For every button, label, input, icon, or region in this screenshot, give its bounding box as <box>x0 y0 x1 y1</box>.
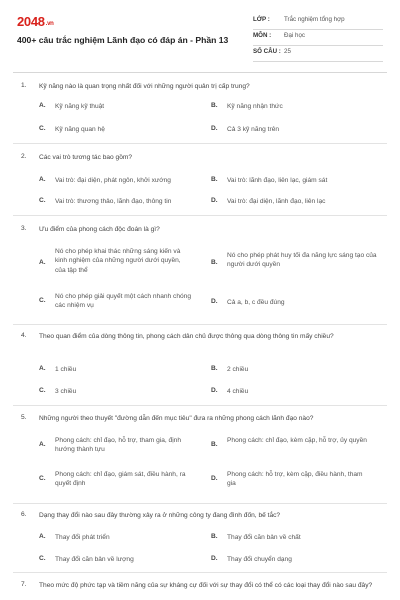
option-text: 1 chiều <box>55 366 77 373</box>
option-text: Vai trò: đại diện, phát ngôn, khởi xướng <box>55 177 171 184</box>
option-letter: A. <box>39 259 46 266</box>
option-text: Kỹ năng nhận thức <box>227 103 283 110</box>
option-text: Cả a, b, c đều đúng <box>227 299 285 306</box>
question-number: 5. <box>21 414 27 421</box>
meta-label: MÔN : <box>253 32 272 39</box>
option-text: 3 chiều <box>55 388 77 395</box>
site-logo[interactable] <box>17 14 54 29</box>
question-number: 7. <box>21 581 27 588</box>
option-letter: C. <box>39 555 46 562</box>
meta-row-class <box>253 14 383 30</box>
option-letter: C. <box>39 297 46 304</box>
option-letter: B. <box>211 533 218 540</box>
option-letter: D. <box>211 387 218 394</box>
question-text: Theo mức độ phức tạp và tiềm năng của sự kháng cự đối với sự thay đổi có thể có các loại thay đổi nào sau đây? <box>39 582 373 589</box>
question-text: Các vai trò tương tác bao gồm? <box>39 154 133 161</box>
option-text: Phong cách: chỉ đạo, giám sát, điều hành, ra quyết định <box>55 471 186 488</box>
option-text: Thay đổi căn bản về lượng <box>55 556 134 563</box>
option-text: 2 chiều <box>227 366 249 373</box>
question-number: 1. <box>21 82 27 89</box>
logo-suffix: .vn <box>45 21 54 27</box>
option-letter: A. <box>39 102 46 109</box>
option-letter: C. <box>39 387 46 394</box>
option-text: Vai trò: lãnh đạo, liên lạc, giám sát <box>227 177 328 184</box>
option-text: Nó cho phép khai thác những sáng kiến và kinh nghiệm của những người dưới quyền, của tập thể <box>55 248 181 274</box>
meta-label: SỐ CÂU : <box>253 48 281 55</box>
meta-info <box>253 14 383 62</box>
option-text: Nó cho phép phát huy tối đa năng lực sáng tạo của người dưới quyền <box>227 252 377 269</box>
question-divider <box>13 405 387 406</box>
question-text: Kỹ năng nào là quan trọng nhất đối với những người quản trị cấp trung? <box>39 83 250 90</box>
option-letter: A. <box>39 533 46 540</box>
meta-value: 25 <box>284 48 291 55</box>
question-divider <box>13 143 387 144</box>
question-number: 6. <box>21 511 27 518</box>
option-letter: B. <box>211 102 218 109</box>
option-text: Vai trò: thương thảo, lãnh đạo, thông tin <box>55 198 172 205</box>
option-text: Cả 3 kỹ năng trên <box>227 126 280 133</box>
question-divider <box>13 215 387 216</box>
option-text: Nó cho phép giải quyết một cách nhanh chóng các nhiệm vụ <box>55 293 191 310</box>
option-text: Vai trò: đại diện, lãnh đạo, liên lạc <box>227 198 326 205</box>
question-text: Dạng thay đổi nào sau đây thường xảy ra ở những công ty đang đình đốn, bế tắc? <box>39 512 281 519</box>
option-letter: D. <box>211 125 218 132</box>
option-letter: D. <box>211 475 218 482</box>
question-divider <box>13 324 387 325</box>
option-text: Thay đổi phát triển <box>55 534 110 541</box>
option-text: Phong cách: chỉ đạo, kèm cặp, hỗ trợ, ủy quyền <box>227 437 367 444</box>
question-number: 3. <box>21 225 27 232</box>
option-text: 4 chiều <box>227 388 249 395</box>
option-text: Kỹ năng kỹ thuật <box>55 103 105 110</box>
meta-value: Trắc nghiệm tổng hợp <box>284 16 345 23</box>
meta-label: LỚP : <box>253 16 270 23</box>
option-letter: A. <box>39 441 46 448</box>
option-letter: C. <box>39 475 46 482</box>
option-letter: C. <box>39 197 46 204</box>
option-text: Thay đổi căn bản về chất <box>227 534 301 541</box>
option-letter: D. <box>211 555 218 562</box>
option-text: Kỹ năng quan hệ <box>55 126 105 133</box>
meta-row-count <box>253 46 383 62</box>
option-letter: B. <box>211 176 218 183</box>
question-divider <box>13 572 387 573</box>
option-letter: B. <box>211 259 218 266</box>
option-letter: B. <box>211 441 218 448</box>
question-text: Những người theo thuyết "đường dẫn đến mục tiêu" đưa ra những phong cách lãnh đạo nào? <box>39 415 314 422</box>
meta-row-subject <box>253 30 383 46</box>
logo-text: 2048 <box>17 14 45 29</box>
question-number: 4. <box>21 332 27 339</box>
question-text: Theo quan điểm của dòng thông tin, phong cách dân chủ được thông qua dòng thông tin mấy chiều? <box>39 333 334 340</box>
option-text: Phong cách: chỉ đạo, hỗ trợ, tham gia, định hướng thành tựu <box>55 437 182 454</box>
option-text: Thay đổi chuyển dạng <box>227 556 292 563</box>
question-divider <box>13 503 387 504</box>
option-letter: D. <box>211 197 218 204</box>
header-divider <box>13 72 387 73</box>
question-text: Ưu điểm của phong cách độc đoán là gì? <box>39 226 160 233</box>
option-letter: B. <box>211 365 218 372</box>
option-letter: A. <box>39 176 46 183</box>
option-text: Phong cách: hỗ trợ, kèm cặp, điều hành, tham gia <box>227 471 363 488</box>
document-header <box>0 0 400 70</box>
meta-value: Đại học <box>284 32 305 39</box>
option-letter: A. <box>39 365 46 372</box>
question-number: 2. <box>21 153 27 160</box>
option-letter: C. <box>39 125 46 132</box>
page-title: 400+ câu trắc nghiệm Lãnh đạo có đáp án - Phần 13 <box>17 35 229 45</box>
option-letter: D. <box>211 298 218 305</box>
